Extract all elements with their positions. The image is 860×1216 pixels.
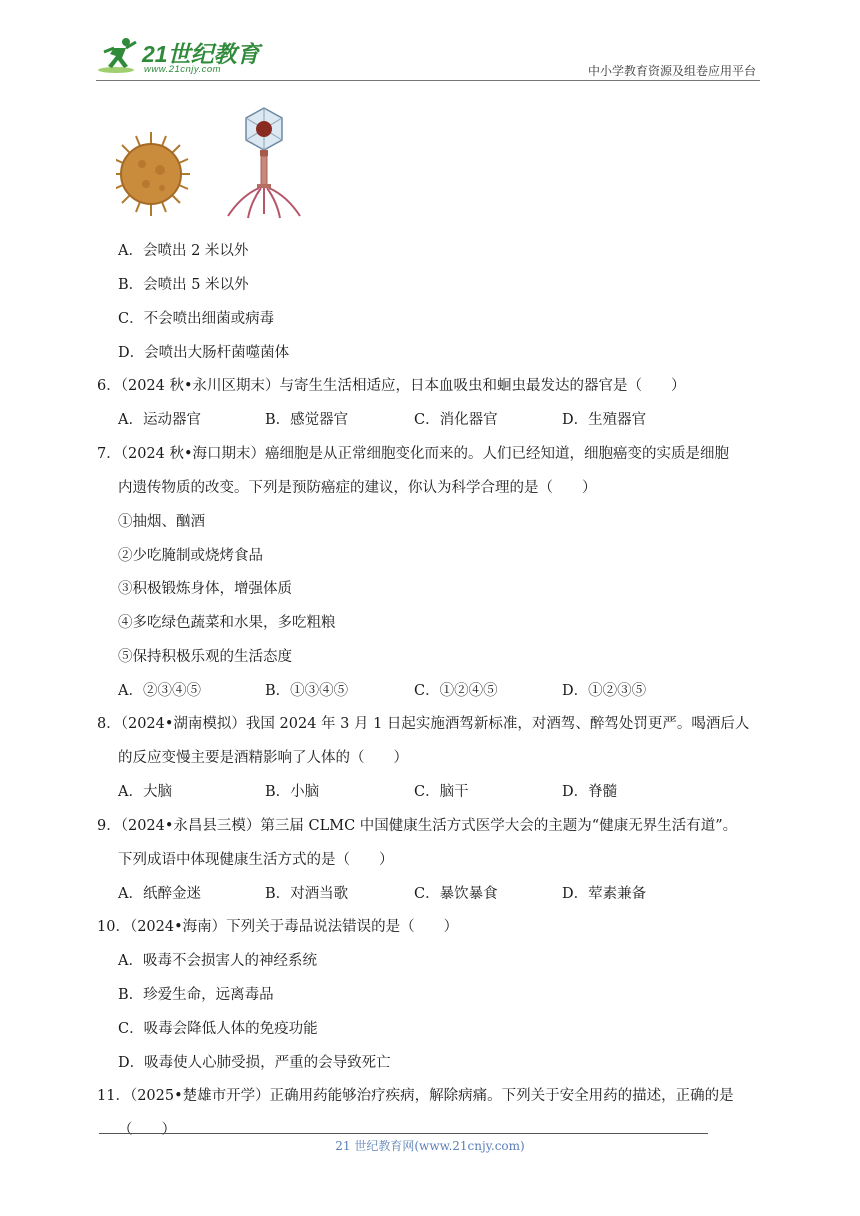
q9-stem-line2: 下列成语中体现健康生活方式的是（ ） — [118, 852, 394, 868]
q5-option-c: C．不会喷出细菌或病毒 — [118, 311, 275, 327]
q5-option-d: D．会喷出大肠杆菌噬菌体 — [118, 345, 290, 361]
q7-item-2: ②少吃腌制或烧烤食品 — [118, 548, 263, 564]
q6-option-d: D．生殖器官 — [562, 412, 647, 428]
q7-stem-line2: 内遗传物质的改变。下列是预防癌症的建议，你认为科学合理的是（ ） — [118, 480, 597, 496]
q6-option-a: A．运动器官 — [118, 412, 201, 428]
footer-divider — [99, 1133, 708, 1134]
q6-option-b: B．感觉器官 — [265, 412, 349, 428]
footer-link[interactable]: 21 世纪教育网(www.21cnjy.com) — [335, 1139, 525, 1153]
q9-option-a: A．纸醉金迷 — [118, 886, 201, 902]
virus-illustration — [116, 104, 306, 222]
q10-option-b: B．珍爱生命，远离毒品 — [118, 987, 274, 1003]
site-logo — [96, 36, 260, 80]
q5-option-b: B．会喷出 5 米以外 — [118, 277, 249, 293]
q7-option-c: C．①②④⑤ — [414, 683, 498, 699]
q7-item-1: ①抽烟、酗酒 — [118, 514, 205, 530]
platform-title: 中小学教育资源及组卷应用平台 — [587, 64, 756, 78]
q10-stem: 10．（2024•海南）下列关于毒品说法错误的是（ ） — [97, 919, 459, 935]
q6-option-c: C．消化器官 — [414, 412, 498, 428]
coronavirus-image — [116, 132, 190, 216]
q7-item-5: ⑤保持积极乐观的生活态度 — [118, 649, 292, 665]
runner-logo-icon — [96, 36, 142, 76]
q7-option-d: D．①②③⑤ — [562, 683, 647, 699]
q11-stem-line2: （ ） — [118, 1122, 176, 1138]
q7-option-a: A．②③④⑤ — [118, 683, 201, 699]
bacteriophage-image — [228, 108, 300, 218]
q9-stem-line1: 9．（2024•永昌县三模）第三届 CLMC 中国健康生活方式医学大会的主题为“健康无界生活有道”。 — [97, 818, 738, 834]
q7-stem-line1: 7．（2024 秋•海口期末）癌细胞是从正常细胞变化而来的。人们已经知道，细胞癌变的实质是细胞 — [97, 446, 730, 462]
q9-option-c: C．暴饮暴食 — [414, 886, 498, 902]
q7-option-b: B．①③④⑤ — [265, 683, 349, 699]
q8-stem-line1: 8．（2024•湖南模拟）我国 2024 年 3 月 1 日起实施酒驾新标准，对酒驾、醉驾处罚更严。喝酒后人 — [97, 716, 750, 732]
q10-option-a: A．吸毒不会损害人的神经系统 — [118, 953, 317, 969]
logo-brand: 21世纪教育 — [142, 41, 260, 67]
q7-item-3: ③积极锻炼身体，增强体质 — [118, 581, 292, 597]
q6-stem: 6．（2024 秋•永川区期末）与寄生生活相适应，日本血吸虫和蛔虫最发达的器官是（ ） — [97, 378, 686, 394]
q8-option-c: C．脑干 — [414, 784, 469, 800]
q10-option-c: C．吸毒会降低人体的免疫功能 — [118, 1021, 318, 1037]
q8-stem-line2: 的反应变慢主要是酒精影响了人体的（ ） — [118, 750, 408, 766]
q5-option-a: A．会喷出 2 米以外 — [118, 243, 249, 259]
q9-option-b: B．对酒当歌 — [265, 886, 349, 902]
q11-stem-line1: 11．（2025•楚雄市开学）正确用药能够治疗疾病，解除病痛。下列关于安全用药的描述，正确的是 — [97, 1088, 734, 1104]
q8-option-a: A．大脑 — [118, 784, 172, 800]
q9-option-d: D．荤素兼备 — [562, 886, 647, 902]
q7-item-4: ④多吃绿色蔬菜和水果，多吃粗粮 — [118, 615, 336, 631]
header-divider — [96, 80, 760, 81]
logo-url: www.21cnjy.com — [144, 64, 222, 75]
q10-option-d: D．吸毒使人心肺受损，严重的会导致死亡 — [118, 1055, 391, 1071]
q8-option-b: B．小脑 — [265, 784, 320, 800]
q8-option-d: D．脊髓 — [562, 784, 618, 800]
